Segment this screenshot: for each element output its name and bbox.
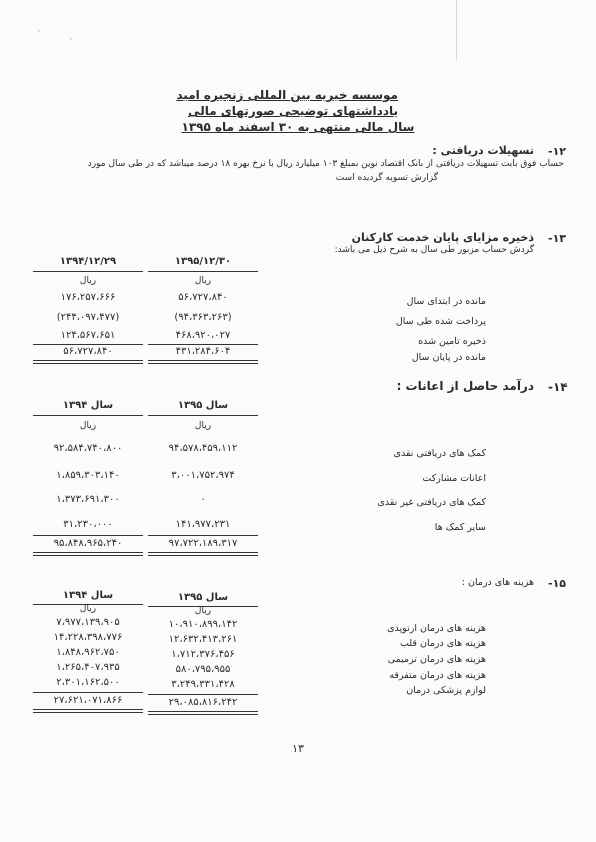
- note15-title: هزینه های درمان :: [461, 577, 534, 588]
- note13-row3-1394: ۱۲۴،۵۶۷،۶۵۱: [60, 330, 116, 341]
- note13-number: -۱۳: [548, 232, 566, 245]
- note13-row2-1395: (۹۴،۳۶۳،۲۶۳): [174, 312, 232, 323]
- note14-row1-1395: ۹۴،۵۷۸،۴۵۹،۱۱۲: [168, 443, 238, 454]
- note13-col-1394-underline: [33, 271, 143, 272]
- note15-col-1395: سال ۱۳۹۵: [177, 592, 229, 603]
- note13-unit-1394: ریال: [79, 276, 97, 286]
- note15-col-1394: سال ۱۳۹۴: [62, 590, 114, 601]
- note15-row4-1394: ۱،۲۶۵،۴۰۷،۹۳۵: [56, 662, 120, 673]
- note14-row4-1395: ۱۴۱،۹۷۷،۲۳۱: [175, 519, 231, 530]
- note15-row3-label: هزینه های درمان ترمیمی: [387, 654, 486, 665]
- note15-subtotal-rule-1394: [33, 692, 143, 693]
- note15-unit-1394: ریال: [79, 604, 97, 614]
- note14-row1-label: کمک های دریافتی نقدی: [393, 448, 486, 459]
- note15-row1-1394: ۷،۹۷۷،۱۳۹،۹۰۵: [56, 617, 120, 628]
- note14-row2-label: اعانات مشارکت: [422, 473, 486, 484]
- note13-row4-label: مانده در پایان سال: [411, 352, 486, 363]
- scan-dot: [70, 38, 72, 40]
- note14-title: درآمد حاصل از اعانات :: [396, 379, 534, 393]
- note13-title: ذخیره مزایای پایان خدمت کارکنان: [351, 231, 534, 244]
- note13-subtotal-rule-1394: [33, 344, 143, 345]
- note13-unit-1395: ریال: [194, 276, 212, 286]
- note14-unit-1394: ریال: [79, 421, 97, 431]
- note15-row5-1395: ۳،۲۴۹،۳۳۱،۴۲۸: [171, 679, 235, 690]
- note15-total-rule-1394: [33, 709, 143, 713]
- note15-row4-1395: ۵۸۰،۷۹۵،۹۵۵: [175, 664, 231, 675]
- note12-title: تسهیلات دریافتی :: [432, 144, 534, 157]
- note13-row1-1395: ۵۶،۷۲۷،۸۴۰: [178, 292, 228, 303]
- note13-row4-1395: ۴۳۱،۲۸۴،۶۰۴: [175, 346, 231, 357]
- note14-row2-1395: ۳،۰۰۱،۷۵۲،۹۷۴: [171, 470, 235, 481]
- note14-subtotal-rule-1395: [148, 535, 258, 536]
- note14-unit-1395: ریال: [194, 421, 212, 431]
- note13-row3-label: ذخیره تامین شده: [418, 336, 486, 347]
- note14-subtotal-rule-1394: [33, 535, 143, 536]
- note14-total-1394: ۹۵،۸۴۸،۹۶۵،۲۴۰: [53, 538, 123, 549]
- note15-row3-1394: ۱،۸۴۸،۹۶۲،۷۵۰: [56, 647, 120, 658]
- note13-row1-label: مانده در ابتدای سال: [406, 296, 486, 307]
- note13-col-1395-underline: [148, 271, 258, 272]
- note14-row4-label: سایر کمک ها: [434, 522, 486, 533]
- notes-subtitle: یادداشتهای توضیحی صورتهای مالی: [188, 104, 398, 118]
- note15-row5-label: لوازم پزشکی درمان: [406, 685, 486, 696]
- note14-row2-1394: ۱،۸۵۹،۳۰۳،۱۴۰: [56, 470, 120, 481]
- note14-row3-1394: ۱،۳۷۳،۶۹۱،۳۰۰: [56, 494, 120, 505]
- note13-row3-1395: ۴۶۸،۹۲۰،۰۲۷: [175, 330, 231, 341]
- note13-row2-1394: (۲۴۴،۰۹۷،۴۷۷): [56, 312, 120, 323]
- page-number: ۱۳: [292, 742, 304, 755]
- note15-row3-1395: ۱،۷۱۲،۳۷۶،۴۵۶: [171, 649, 235, 660]
- note14-row1-1394: ۹۲،۵۸۴،۷۴۰،۸۰۰: [53, 443, 123, 454]
- note14-row4-1394: ۳۱،۲۳۰،۰۰۰: [63, 519, 113, 530]
- scan-dot: [38, 30, 40, 32]
- note14-col-1394-underline: [33, 415, 143, 416]
- note15-total-1395: ۲۹،۰۸۵،۸۱۶،۲۴۲: [168, 697, 238, 708]
- note13-total-rule-1394: [33, 360, 143, 364]
- note15-row2-1395: ۱۲،۶۳۲،۴۱۳،۲۶۱: [168, 634, 238, 645]
- note14-total-rule-1394: [33, 552, 143, 556]
- note14-row3-label: کمک های دریافتی غیر نقدی: [377, 497, 486, 508]
- note13-row2-label: پرداخت شده طی سال: [395, 316, 486, 327]
- note12-number: -۱۲: [548, 145, 566, 158]
- period-title: سال مالی منتهی به ۳۰ اسفند ماه ۱۳۹۵: [181, 120, 415, 134]
- note15-total-rule-1395: [148, 711, 258, 715]
- note14-total-rule-1395: [148, 552, 258, 556]
- note15-subtotal-rule-1395: [148, 694, 258, 695]
- note14-row3-1395: ۰: [200, 494, 206, 505]
- note13-intro: گردش حساب مزبور طی سال به شرح ذیل می باشد:: [334, 245, 534, 255]
- note13-col-1394: ۱۳۹۴/۱۲/۲۹: [59, 256, 117, 267]
- note15-row4-label: هزینه های درمان متفرقه: [389, 670, 486, 681]
- note14-col-1395-underline: [148, 415, 258, 416]
- note15-row5-1394: ۲،۳۰۱،۱۶۲،۵۰۰: [56, 677, 120, 688]
- note15-total-1394: ۲۷،۶۲۱،۰۷۱،۸۶۶: [53, 695, 123, 706]
- org-title: موسسه خیریه بین المللی زنجیره امید: [176, 88, 398, 102]
- note15-row1-label: هزینه های درمان ارتوپدی: [387, 623, 486, 634]
- note14-col-1394: سال ۱۳۹۴: [62, 400, 114, 411]
- note13-subtotal-rule-1395: [148, 344, 258, 345]
- note14-total-1395: ۹۷،۷۲۲،۱۸۹،۳۱۷: [168, 538, 238, 549]
- note13-row1-1394: ۱۷۶،۲۵۷،۶۶۶: [60, 292, 116, 303]
- note13-row4-1394: ۵۶،۷۲۷،۸۴۰: [63, 346, 113, 357]
- note12-body-line1: حساب فوق بابت تسهیلات دریافتی از بانک اقتصاد نوین بمبلغ ۱۰۳ میلیارد ریال با نرخ بهره ۱۸ درصد میباشد که در طی سال مورد: [87, 159, 564, 169]
- note13-col-1395: ۱۳۹۵/۱۲/۳۰: [174, 256, 232, 267]
- note15-row2-1394: ۱۴،۲۲۸،۳۹۸،۷۷۶: [53, 632, 123, 643]
- note15-row1-1395: ۱۰،۹۱۰،۸۹۹،۱۴۲: [168, 619, 238, 630]
- note14-col-1395: سال ۱۳۹۵: [177, 400, 229, 411]
- note15-row2-label: هزینه های درمان قلب: [399, 638, 486, 649]
- note15-number: -۱۵: [548, 577, 566, 590]
- note13-total-rule-1395: [148, 360, 258, 364]
- note14-number: -۱۴: [548, 380, 568, 394]
- note15-unit-1395: ریال: [194, 606, 212, 616]
- note12-body-line2: گزارش تسویه گردیده است: [335, 173, 438, 183]
- scan-fold-line: [456, 0, 457, 60]
